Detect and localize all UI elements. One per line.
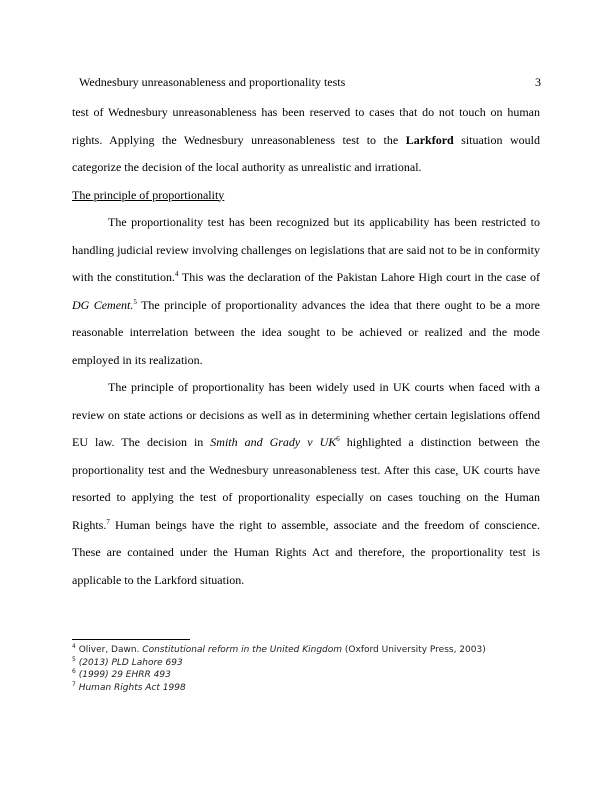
footnote-5: $^5$ (2013) PLD Lahore 693	[72, 655, 183, 668]
footnote-ref-5[interactable]: 5	[133, 297, 137, 306]
body-text	[72, 99, 540, 594]
section-heading: The principle of proportionality	[72, 187, 225, 202]
footnote-6: $^6$ (1999) 29 EHRR 493	[72, 668, 171, 681]
footnote-4: $^4$ Oliver, Dawn. Constitutional reform in the United Kingdom (Oxford University Press, 2003)	[72, 643, 486, 655]
paragraph-1: test of Wednesbury unreasonableness has been reserved to cases that do not touch on human rights. Applying the Wednesbury unreasonableness test to the Larkford situation would categorize the decision of the local authority as unrealistic and irrational.	[72, 105, 540, 174]
footnote-ref-6[interactable]: 6	[336, 435, 340, 443]
footnote-7: $^7$ Human Rights Act 1998	[72, 680, 186, 693]
footnote-ref-7[interactable]: 7	[106, 517, 110, 526]
larkford-bold: Larkford	[405, 132, 454, 147]
case-name-dg-cement: DG Cement.	[72, 297, 134, 312]
page-number: 3	[535, 75, 541, 89]
footnote-ref-4[interactable]: 4	[174, 270, 179, 278]
footnote-separator	[72, 639, 190, 640]
case-name-smith-grady: Smith and Grady v UK	[210, 435, 337, 449]
running-header: Wednesbury unreasonableness and proportionality tests	[79, 75, 346, 89]
paragraph-3: The principle of proportionality has been widely used in UK courts when faced with a review on state actions or decisions as well as in determining whether certain legislations offend EU law. The decision in Smith and Grady v $UK^6$ highlighted a distinction between the proportionality test and the Wednesbury unreasonableness test. After this case, UK courts have resorted to applying the test of proportionality especially on cases touching on the Human Rights.$^7$ Human beings have the right to assemble, associate and the freedom of conscience. These are contained under the Human Rights Act and therefore, the proportionality test is applicable to the Larkford situation.	[72, 380, 541, 587]
footnotes	[72, 644, 540, 694]
paragraph-2: The proportionality test has been recognized but its applicability has been restricted to handling judicial review involving challenges on legislations that are said not to be in conformity with the constitution.$^4$ This was the declaration of the Pakistan Lahore High court in the case of DG Cement.$^5$ The principle of proportionality advances the idea that there ought to be a more reasonable interrelation between the idea sought to be achieved or realized and the mode employed in its realization.	[72, 215, 540, 367]
